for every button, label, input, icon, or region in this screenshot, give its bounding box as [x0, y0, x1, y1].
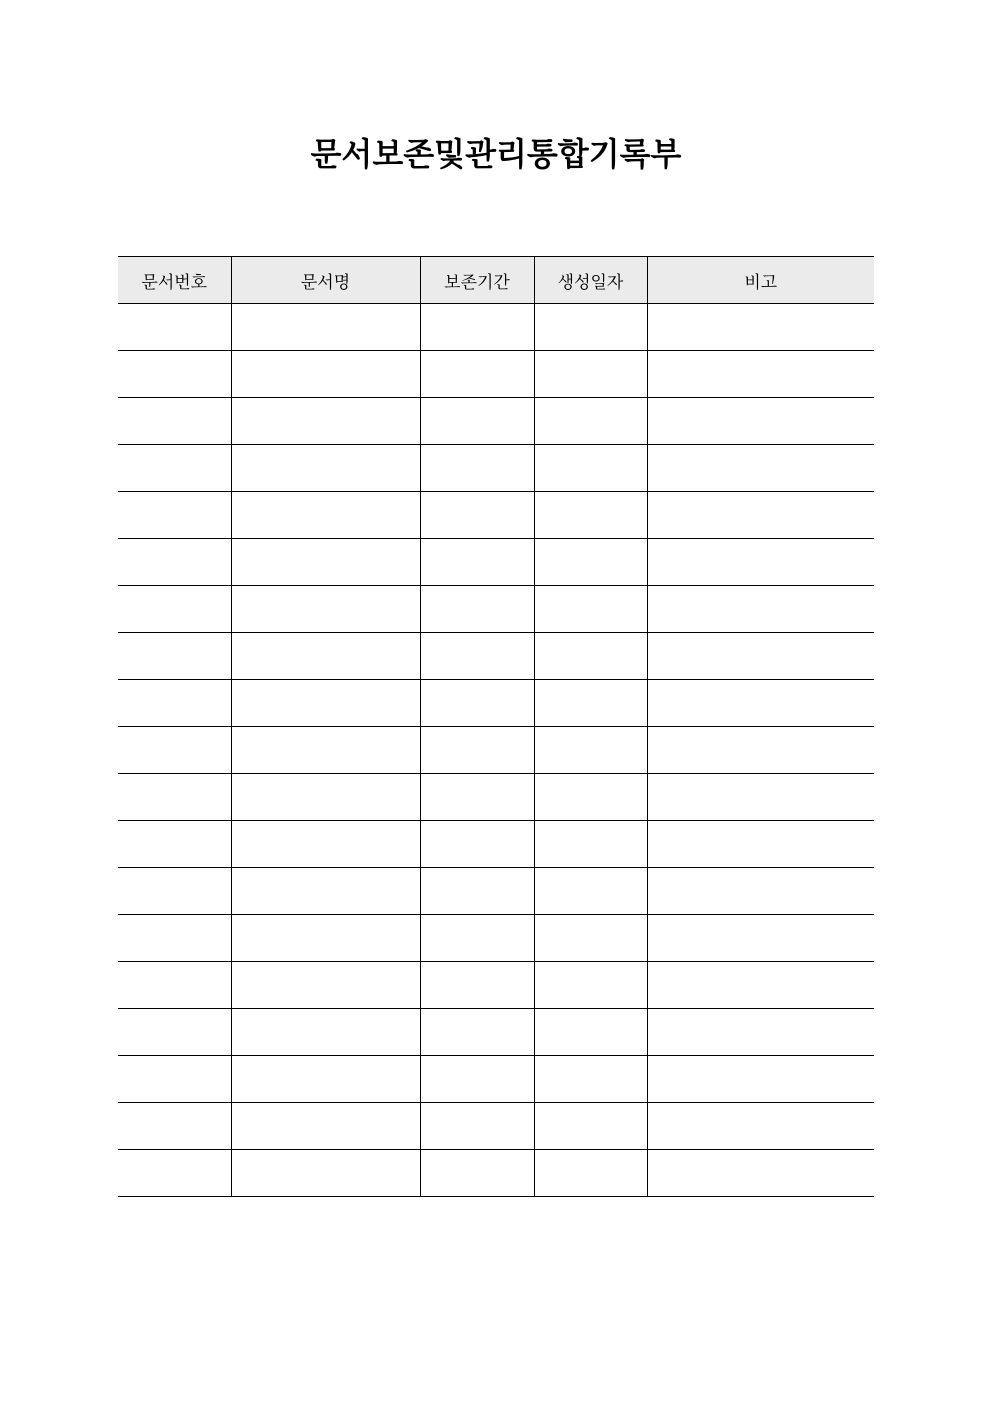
cell-document-number[interactable]	[118, 1009, 231, 1056]
cell-document-number[interactable]	[118, 727, 231, 774]
cell-creation-date[interactable]	[534, 586, 647, 633]
table-header-row	[118, 257, 874, 304]
cell-remarks[interactable]	[647, 821, 874, 868]
cell-document-name[interactable]	[231, 1009, 420, 1056]
cell-document-name[interactable]	[231, 915, 420, 962]
cell-document-name[interactable]	[231, 1056, 420, 1103]
cell-remarks[interactable]	[647, 1009, 874, 1056]
cell-document-name[interactable]	[231, 774, 420, 821]
cell-creation-date[interactable]	[534, 774, 647, 821]
table-row	[118, 1056, 874, 1103]
cell-document-name[interactable]	[231, 492, 420, 539]
cell-retention-period[interactable]	[420, 962, 534, 1009]
cell-document-number[interactable]	[118, 1150, 231, 1197]
cell-document-number[interactable]	[118, 1056, 231, 1103]
cell-creation-date[interactable]	[534, 398, 647, 445]
cell-document-name[interactable]	[231, 821, 420, 868]
cell-retention-period[interactable]	[420, 774, 534, 821]
document-title: 문서보존및관리통합기록부	[310, 135, 682, 173]
table-row	[118, 445, 874, 492]
cell-remarks[interactable]	[647, 492, 874, 539]
cell-remarks[interactable]	[647, 445, 874, 492]
table-row	[118, 633, 874, 680]
table-row	[118, 398, 874, 445]
cell-remarks[interactable]	[647, 351, 874, 398]
cell-document-number[interactable]	[118, 1103, 231, 1150]
table-row	[118, 680, 874, 727]
cell-document-number[interactable]	[118, 304, 231, 351]
table-row	[118, 1150, 874, 1197]
cell-retention-period[interactable]	[420, 445, 534, 492]
cell-creation-date[interactable]	[534, 351, 647, 398]
table-body	[118, 304, 874, 1197]
cell-document-name[interactable]	[231, 445, 420, 492]
cell-document-number[interactable]	[118, 351, 231, 398]
cell-document-number[interactable]	[118, 539, 231, 586]
cell-document-number[interactable]	[118, 586, 231, 633]
cell-document-number[interactable]	[118, 821, 231, 868]
table-row	[118, 304, 874, 351]
header-creation-date: 생성일자	[534, 257, 647, 304]
cell-creation-date[interactable]	[534, 1009, 647, 1056]
cell-retention-period[interactable]	[420, 1150, 534, 1197]
cell-document-name[interactable]	[231, 680, 420, 727]
header-retention-period: 보존기간	[420, 257, 534, 304]
cell-document-name[interactable]	[231, 1103, 420, 1150]
table-row	[118, 539, 874, 586]
header-document-number: 문서번호	[118, 257, 231, 304]
cell-remarks[interactable]	[647, 586, 874, 633]
cell-creation-date[interactable]	[534, 962, 647, 1009]
cell-creation-date[interactable]	[534, 680, 647, 727]
cell-retention-period[interactable]	[420, 351, 534, 398]
cell-document-number[interactable]	[118, 962, 231, 1009]
cell-remarks[interactable]	[647, 868, 874, 915]
cell-creation-date[interactable]	[534, 868, 647, 915]
cell-creation-date[interactable]	[534, 633, 647, 680]
cell-creation-date[interactable]	[534, 727, 647, 774]
cell-creation-date[interactable]	[534, 492, 647, 539]
cell-retention-period[interactable]	[420, 680, 534, 727]
cell-document-name[interactable]	[231, 586, 420, 633]
cell-creation-date[interactable]	[534, 1103, 647, 1150]
cell-creation-date[interactable]	[534, 539, 647, 586]
cell-retention-period[interactable]	[420, 539, 534, 586]
cell-remarks[interactable]	[647, 915, 874, 962]
cell-remarks[interactable]	[647, 1056, 874, 1103]
cell-document-name[interactable]	[231, 539, 420, 586]
table-row	[118, 915, 874, 962]
cell-creation-date[interactable]	[534, 821, 647, 868]
cell-creation-date[interactable]	[534, 1150, 647, 1197]
table-row	[118, 1103, 874, 1150]
cell-document-name[interactable]	[231, 398, 420, 445]
cell-remarks[interactable]	[647, 1150, 874, 1197]
cell-document-name[interactable]	[231, 1150, 420, 1197]
cell-creation-date[interactable]	[534, 304, 647, 351]
cell-document-number[interactable]	[118, 398, 231, 445]
table-row	[118, 492, 874, 539]
table-row	[118, 821, 874, 868]
cell-remarks[interactable]	[647, 398, 874, 445]
header-remarks: 비고	[647, 257, 874, 304]
cell-remarks[interactable]	[647, 774, 874, 821]
cell-retention-period[interactable]	[420, 586, 534, 633]
cell-remarks[interactable]	[647, 304, 874, 351]
cell-document-number[interactable]	[118, 774, 231, 821]
table-row	[118, 868, 874, 915]
header-document-name: 문서명	[231, 257, 420, 304]
cell-document-name[interactable]	[231, 727, 420, 774]
cell-retention-period[interactable]	[420, 398, 534, 445]
records-table	[118, 256, 874, 1197]
table-row	[118, 586, 874, 633]
cell-document-name[interactable]	[231, 633, 420, 680]
cell-document-name[interactable]	[231, 304, 420, 351]
cell-retention-period[interactable]	[420, 1056, 534, 1103]
cell-retention-period[interactable]	[420, 915, 534, 962]
cell-retention-period[interactable]	[420, 492, 534, 539]
cell-document-name[interactable]	[231, 351, 420, 398]
cell-creation-date[interactable]	[534, 915, 647, 962]
table-row	[118, 351, 874, 398]
cell-remarks[interactable]	[647, 727, 874, 774]
cell-retention-period[interactable]	[420, 821, 534, 868]
cell-document-number[interactable]	[118, 680, 231, 727]
cell-remarks[interactable]	[647, 962, 874, 1009]
cell-remarks[interactable]	[647, 633, 874, 680]
cell-document-number[interactable]	[118, 445, 231, 492]
cell-retention-period[interactable]	[420, 304, 534, 351]
cell-creation-date[interactable]	[534, 445, 647, 492]
cell-retention-period[interactable]	[420, 1103, 534, 1150]
table-row	[118, 962, 874, 1009]
cell-document-number[interactable]	[118, 633, 231, 680]
cell-document-number[interactable]	[118, 868, 231, 915]
cell-document-name[interactable]	[231, 962, 420, 1009]
table-row	[118, 774, 874, 821]
cell-document-number[interactable]	[118, 492, 231, 539]
cell-document-name[interactable]	[231, 868, 420, 915]
cell-remarks[interactable]	[647, 1103, 874, 1150]
cell-creation-date[interactable]	[534, 1056, 647, 1103]
cell-retention-period[interactable]	[420, 727, 534, 774]
cell-remarks[interactable]	[647, 680, 874, 727]
cell-retention-period[interactable]	[420, 868, 534, 915]
table-row	[118, 1009, 874, 1056]
table-row	[118, 727, 874, 774]
cell-remarks[interactable]	[647, 539, 874, 586]
cell-retention-period[interactable]	[420, 1009, 534, 1056]
cell-retention-period[interactable]	[420, 633, 534, 680]
cell-document-number[interactable]	[118, 915, 231, 962]
